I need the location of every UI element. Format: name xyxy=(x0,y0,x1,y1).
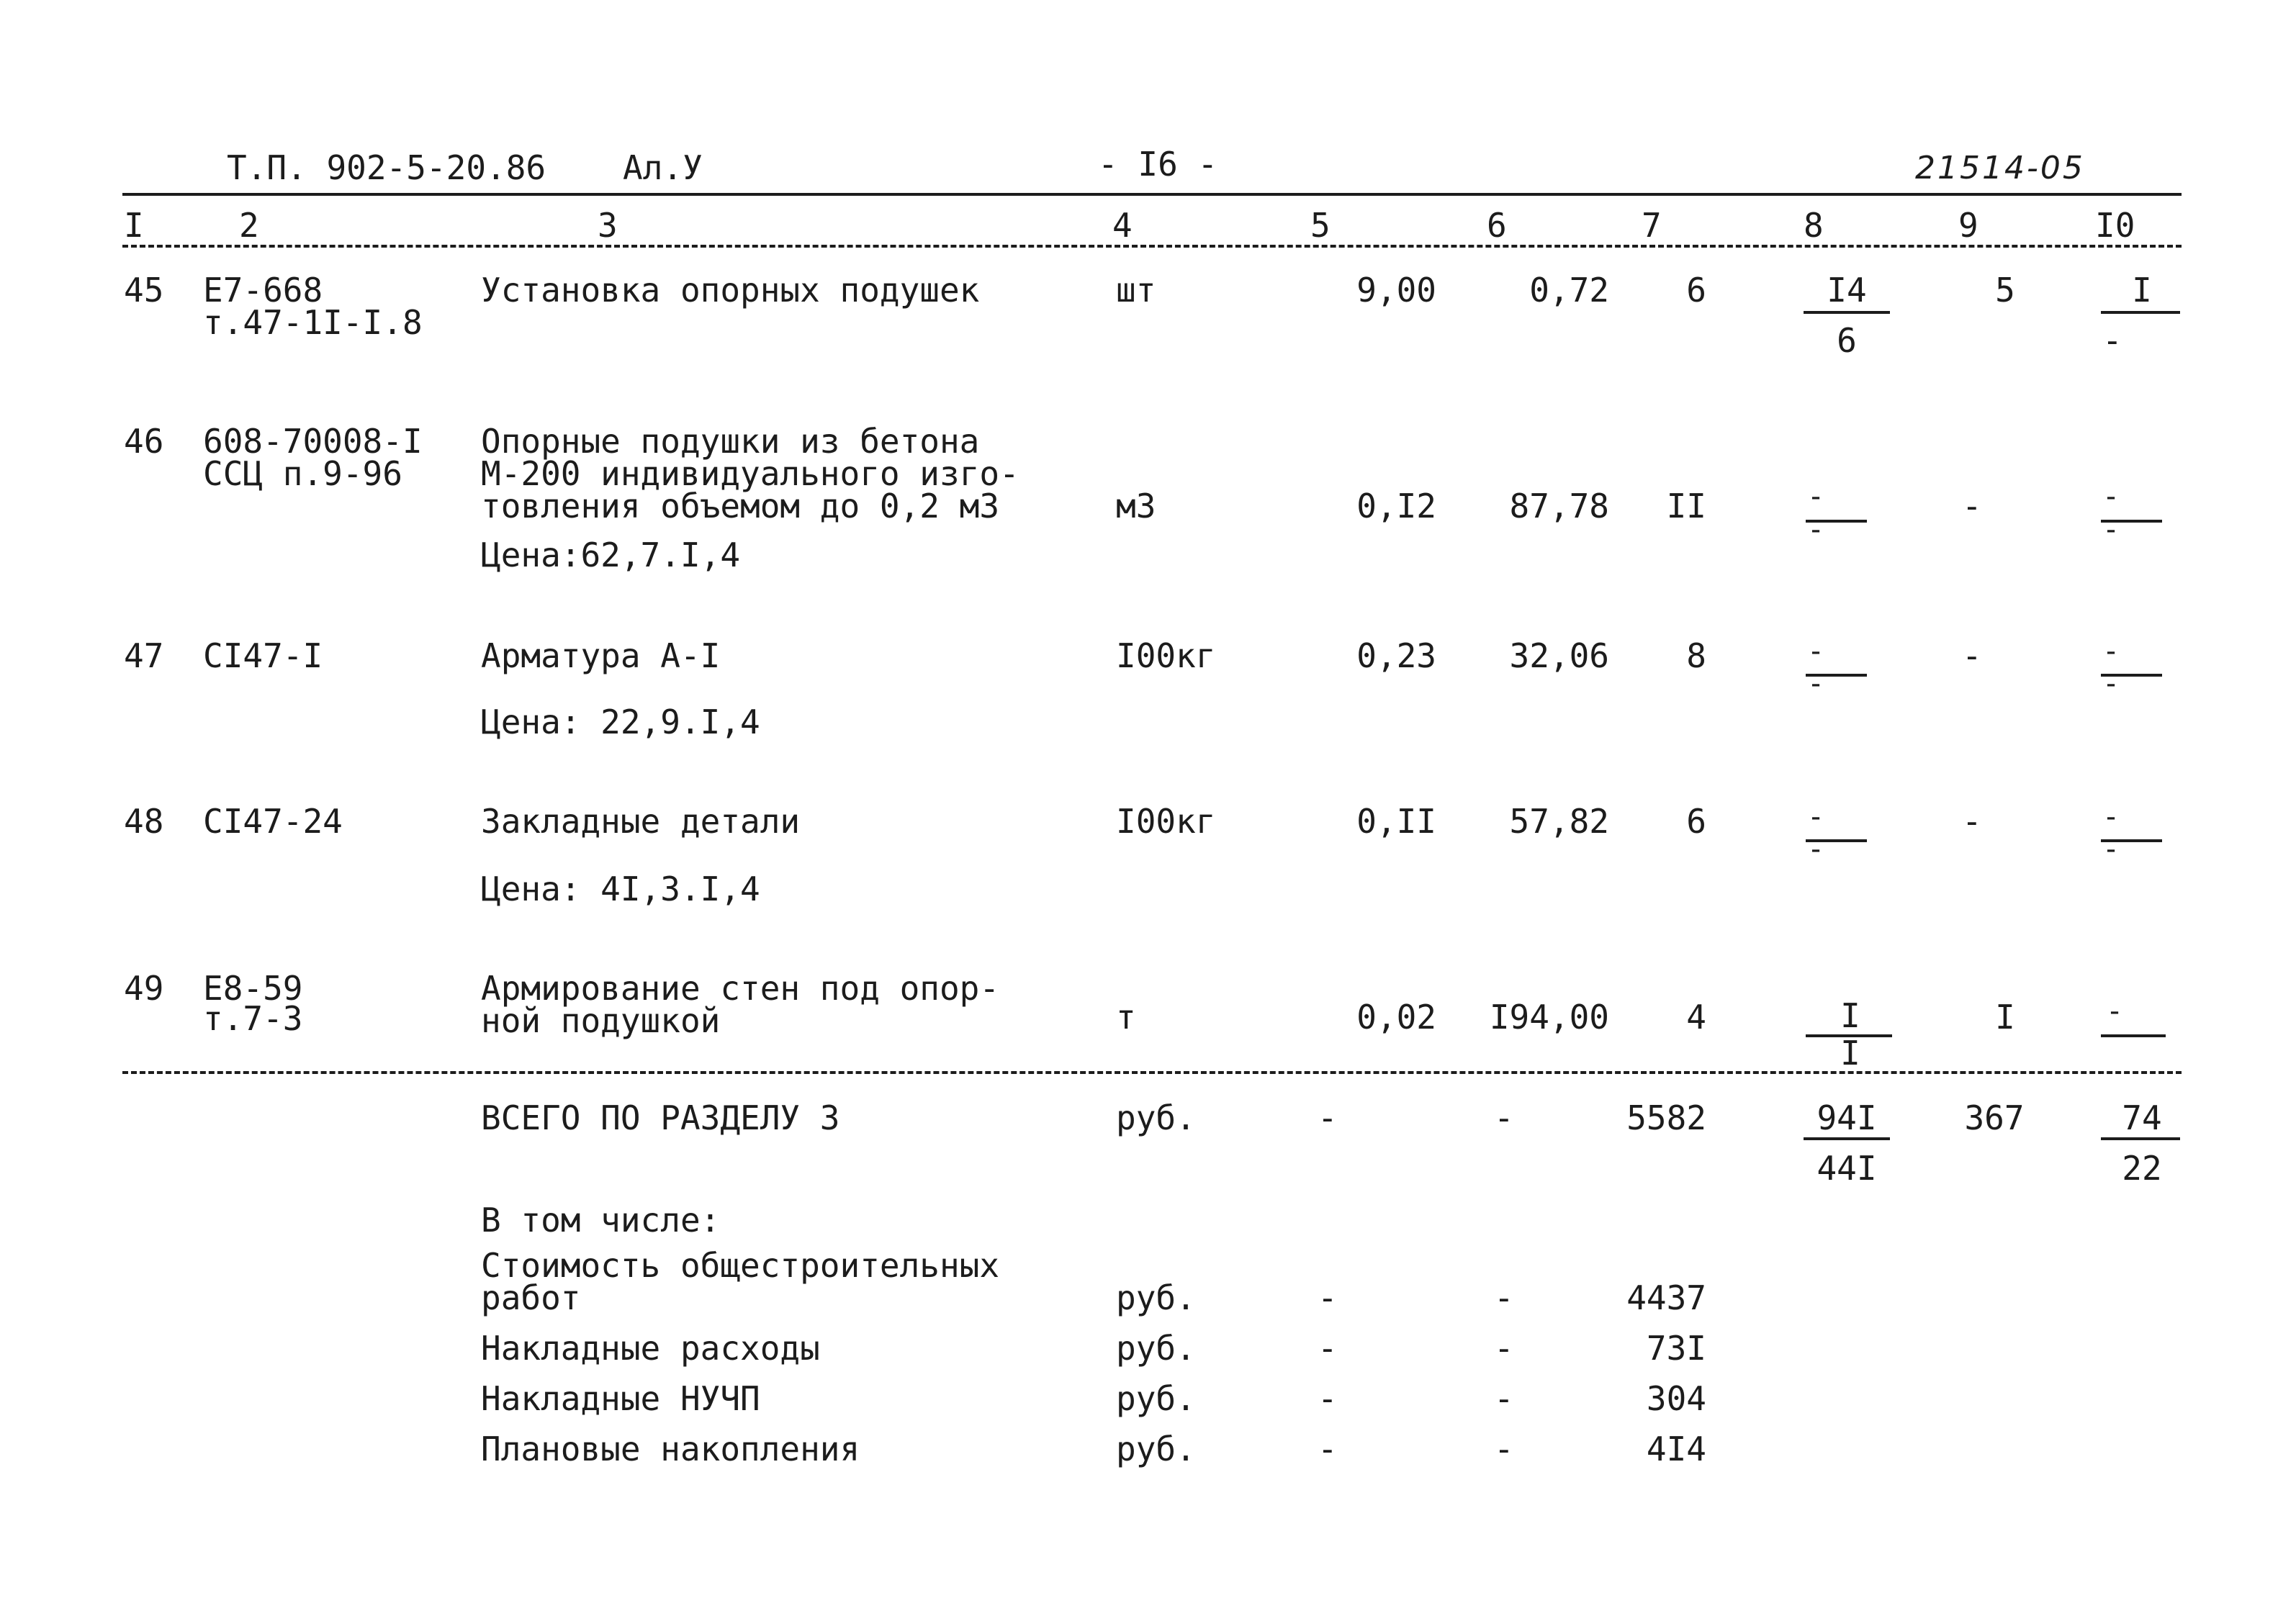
unit-cost: 32,06 xyxy=(1509,636,1609,675)
row-number: 46 xyxy=(124,422,164,461)
total-cost: 6 xyxy=(1686,271,1706,310)
fraction-line xyxy=(2101,1034,2166,1037)
col10-top: - xyxy=(2102,635,2120,668)
rate-code: Е7-668 xyxy=(203,271,323,310)
col9-value: 367 xyxy=(1964,1098,2025,1137)
col6-value: - xyxy=(1494,1278,1514,1317)
col5-value: - xyxy=(1318,1329,1338,1368)
unit: руб. xyxy=(1116,1329,1196,1368)
breakdown-label: работ xyxy=(481,1278,581,1317)
col10-top: - xyxy=(2106,995,2124,1028)
unit: шт xyxy=(1116,271,1156,310)
col9-value: - xyxy=(1962,487,1982,525)
column-number-3: 3 xyxy=(598,206,618,245)
column-number-6: 6 xyxy=(1487,206,1507,245)
section-total-label: ВСЕГО ПО РАЗДЕЛУ 3 xyxy=(481,1098,840,1137)
rate-code: 608-70008-I xyxy=(203,422,423,461)
col8-bottom: I xyxy=(1840,1034,1860,1073)
row-number: 45 xyxy=(124,271,164,310)
unit-cost: 57,82 xyxy=(1509,802,1609,841)
col8-bottom: - xyxy=(1807,513,1825,546)
including-label: В том числе: xyxy=(481,1201,721,1240)
col8-top: I4 xyxy=(1827,271,1867,310)
col8-top: - xyxy=(1807,635,1825,668)
rate-code: ССЦ п.9-96 xyxy=(203,454,402,493)
col6-value: - xyxy=(1494,1329,1514,1368)
fraction-line xyxy=(2101,1137,2180,1140)
unit: м3 xyxy=(1116,487,1156,525)
col5-value: - xyxy=(1318,1379,1338,1418)
unit: руб. xyxy=(1116,1430,1196,1468)
work-description: Армирование стен под опор- xyxy=(481,969,1000,1008)
row-number: 49 xyxy=(124,969,164,1008)
unit: руб. xyxy=(1116,1098,1196,1137)
col10-bottom: 22 xyxy=(2122,1149,2162,1188)
col8-top: - xyxy=(1807,480,1825,513)
col8-bottom: 6 xyxy=(1837,321,1857,360)
column-number-9: 9 xyxy=(1958,206,1978,245)
col9-value: I xyxy=(1995,998,2015,1037)
work-description: Закладные детали xyxy=(481,802,801,841)
total-cost: 4 xyxy=(1686,998,1706,1037)
breakdown-label: Накладные расходы xyxy=(481,1329,820,1368)
col8-top: 94I xyxy=(1816,1098,1877,1137)
breakdown-label: Стоимость общестроительных xyxy=(481,1246,1000,1285)
price-note: Цена: 4I,3.I,4 xyxy=(481,870,760,908)
column-number-5: 5 xyxy=(1310,206,1331,245)
unit: I00кг xyxy=(1116,802,1216,841)
section-total-rule xyxy=(122,1071,2182,1074)
work-description: Установка опорных подушек xyxy=(481,271,980,310)
col8-bottom: - xyxy=(1807,833,1825,866)
rate-code: СI47-24 xyxy=(203,802,343,841)
total-cost: 4I4 xyxy=(1646,1430,1706,1468)
fraction-line xyxy=(1804,1137,1890,1140)
column-number-2: 2 xyxy=(239,206,259,245)
row-number: 47 xyxy=(124,636,164,675)
quantity: 0,II xyxy=(1356,802,1436,841)
total-cost: 304 xyxy=(1646,1379,1706,1418)
unit: руб. xyxy=(1116,1278,1196,1317)
rate-code: Е8-59 xyxy=(203,969,303,1008)
col10-bottom: - xyxy=(2102,513,2120,546)
col10-bottom: - xyxy=(2102,321,2122,360)
header-rule-bottom xyxy=(122,245,2182,248)
document-code: Т.П. 902-5-20.86 xyxy=(227,148,546,187)
work-description: Опорные подушки из бетона xyxy=(481,422,980,461)
fraction-line xyxy=(2101,311,2180,314)
total-cost: 5582 xyxy=(1626,1098,1706,1137)
column-number-8: 8 xyxy=(1804,206,1824,245)
breakdown-label: Плановые накопления xyxy=(481,1430,860,1468)
col9-value: - xyxy=(1962,636,1982,675)
work-description: М-200 индивидуального изго- xyxy=(481,454,1019,493)
handwritten-number: 21514-05 xyxy=(1915,150,2085,186)
col5-value: - xyxy=(1318,1098,1338,1137)
total-cost: 6 xyxy=(1686,802,1706,841)
total-cost: 73I xyxy=(1646,1329,1706,1368)
unit-cost: I94,00 xyxy=(1489,998,1609,1037)
work-description: товления объемом до 0,2 м3 xyxy=(481,487,1000,525)
col10-top: I xyxy=(2132,271,2152,310)
unit: I00кг xyxy=(1116,636,1216,675)
col5-value: - xyxy=(1318,1430,1338,1468)
quantity: 9,00 xyxy=(1356,271,1436,310)
fraction-line xyxy=(1804,311,1890,314)
col10-top: - xyxy=(2102,480,2120,513)
header-rule-top xyxy=(122,193,2182,196)
col5-value: - xyxy=(1318,1278,1338,1317)
col10-bottom: - xyxy=(2102,667,2120,700)
unit-cost: 87,78 xyxy=(1509,487,1609,525)
col8-bottom: - xyxy=(1807,667,1825,700)
col10-bottom: - xyxy=(2102,833,2120,866)
col9-value: - xyxy=(1962,802,1982,841)
col9-value: 5 xyxy=(1995,271,2015,310)
row-number: 48 xyxy=(124,802,164,841)
total-cost: II xyxy=(1666,487,1706,525)
col6-value: - xyxy=(1494,1430,1514,1468)
rate-code: т.7-3 xyxy=(203,999,303,1038)
quantity: 0,02 xyxy=(1356,998,1436,1037)
album-label: Ал.У xyxy=(623,148,703,187)
col6-value: - xyxy=(1494,1379,1514,1418)
rate-code: т.47-1I-I.8 xyxy=(203,303,423,342)
total-cost: 4437 xyxy=(1626,1278,1706,1317)
col8-top: I xyxy=(1840,996,1860,1035)
col10-top: - xyxy=(2102,800,2120,834)
price-note: Цена:62,7.I,4 xyxy=(481,536,741,574)
breakdown-label: Накладные НУЧП xyxy=(481,1379,760,1418)
quantity: 0,23 xyxy=(1356,636,1436,675)
work-description: Арматура А-I xyxy=(481,636,721,675)
col6-value: - xyxy=(1494,1098,1514,1137)
total-cost: 8 xyxy=(1686,636,1706,675)
price-note: Цена: 22,9.I,4 xyxy=(481,703,760,741)
column-number-10: I0 xyxy=(2095,206,2135,245)
unit: руб. xyxy=(1116,1379,1196,1418)
column-number-4: 4 xyxy=(1112,206,1133,245)
column-number-7: 7 xyxy=(1642,206,1662,245)
unit: т xyxy=(1116,998,1136,1037)
page-number: - I6 - xyxy=(1098,145,1218,184)
col10-top: 74 xyxy=(2122,1098,2162,1137)
unit-cost: 0,72 xyxy=(1529,271,1609,310)
rate-code: СI47-I xyxy=(203,636,323,675)
col8-top: - xyxy=(1807,800,1825,834)
col8-bottom: 44I xyxy=(1816,1149,1877,1188)
work-description: ной подушкой xyxy=(481,1001,721,1040)
quantity: 0,I2 xyxy=(1356,487,1436,525)
column-number-1: I xyxy=(124,206,144,245)
